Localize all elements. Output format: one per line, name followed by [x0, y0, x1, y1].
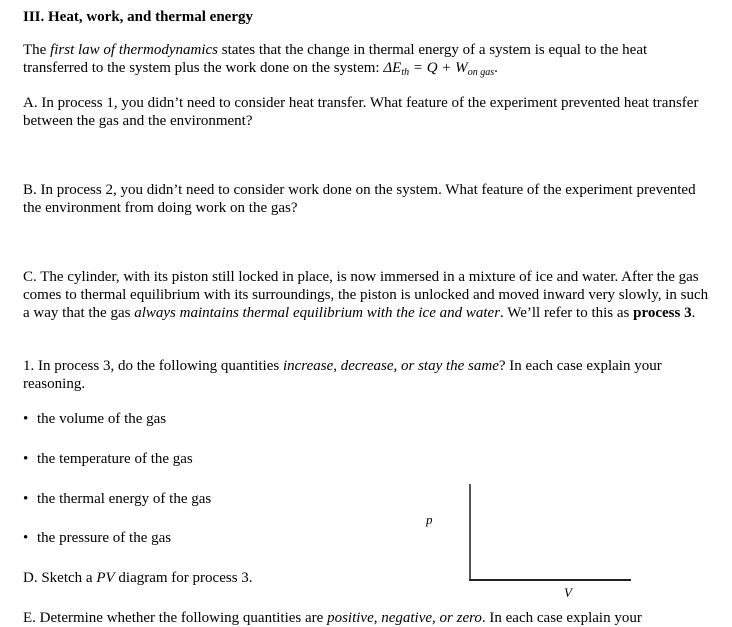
- part-c-paragraph: C. The cylinder, with its piston still locked in place, is now immersed in a mixture of ice and water. After the gas comes to thermal equilibrium with its surroundings, the piston is unlocked and moved inward very slowly, in such a way that the gas always maintains thermal equilibrium with the ice and water. We’ll refer to this as process 3.: [23, 269, 709, 321]
- pressure-axis-label: p: [426, 512, 433, 527]
- pressure-axis: [469, 484, 471, 581]
- bullet-item: • the thermal energy of the gas: [23, 491, 212, 507]
- bullet-item: • the volume of the gas: [23, 411, 167, 427]
- question-1: 1. In process 3, do the following quantities increase, decrease, or stay the same? In each case explain your reasoning.: [23, 358, 662, 392]
- part-d-question: D. Sketch a PV diagram for process 3.: [23, 570, 253, 586]
- part-e-question: E. Determine whether the following quantities are positive, negative, or zero. In each case explain your: [23, 610, 642, 626]
- part-b-question: B. In process 2, you didn’t need to consider work done on the system. What feature of the experiment prevented the environment from doing work on the gas?: [23, 182, 696, 216]
- part-a-question: A. In process 1, you didn’t need to consider heat transfer. What feature of the experiment prevented heat transfer between the gas and the environment?: [23, 95, 699, 129]
- volume-axis-label: V: [564, 585, 572, 600]
- section-title: III. Heat, work, and thermal energy: [23, 9, 253, 25]
- volume-axis: [469, 579, 631, 581]
- intro-paragraph: The first law of thermodynamics states that the change in thermal energy of a system is equal to the heat transferred to the system plus the work done on the system: $\Delta E_{th} = Q + W_{on gas}$.: [23, 42, 648, 78]
- bullet-item: • the temperature of the gas: [23, 451, 193, 467]
- bullet-item: • the pressure of the gas: [23, 530, 172, 546]
